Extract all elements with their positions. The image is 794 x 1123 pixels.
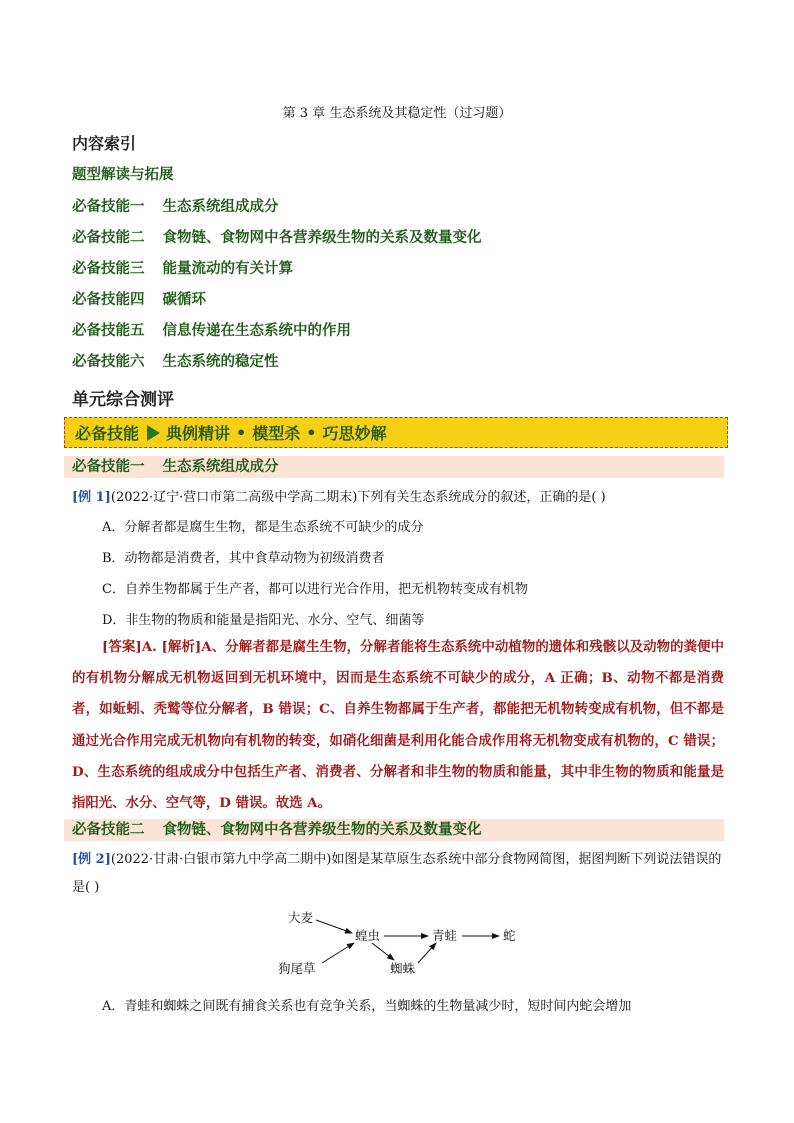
section-label: 必备技能二: [72, 821, 145, 838]
example-1-answer: [答案]A. [解析]A、分解者都是腐生生物，分解者能将生态系统中动植物的遗体和残骸以及动物的粪便中的有机物分解成无机物返回到无机环境中，因而是生态系统不可缺少的成分，A 正确；B、动物不都是消费者，如蚯蚓、秃鹫等位分解者，B 错误；C、自养生物都属于生产者，都能把无机物转变成有机物，但不都是通过光合作用完成无机物向有机物的转变，如硝化细菌是利用化能合成作用将无机物变成有机物的，C 错误；D、生态系统的组成成分中包括生产者、消费者、分解者和非生物的物质和能量，其中非生物的物质和能量是指阳光、水分、空气等，D 错误。故选 A。: [72, 639, 724, 812]
example-question: (2022·甘肃·白银市第九中学高二期中)如图是某草原生态系统中部分食物网简图，据图判断下列说法错误的是( ): [72, 852, 722, 895]
skill-label: 必备技能四: [72, 291, 145, 308]
skill-label: 必备技能六: [72, 353, 145, 370]
skill-title: 信息传递在生态系统中的作用: [162, 322, 351, 339]
skill-label: 必备技能一: [72, 198, 145, 215]
node-barley: 大麦: [288, 910, 314, 925]
banner-item: 模型杀: [252, 424, 301, 443]
arrow-barley-locust: [316, 920, 352, 933]
example-2-stem: [72, 846, 724, 902]
banner-item: 巧思妙解: [322, 424, 387, 443]
skill-label: 必备技能五: [72, 322, 145, 339]
node-spider: 蜘蛛: [390, 961, 416, 976]
index-skill-3[interactable]: [72, 257, 293, 278]
index-skill-4[interactable]: [72, 288, 206, 309]
skill-title: 生态系统的稳定性: [162, 353, 279, 370]
example-1-stem: [72, 486, 606, 505]
example-2-option-a[interactable]: A．青蛙和蜘蛛之间既有捕食关系也有竞争关系，当蜘蛛的生物量减少时，短时间内蛇会增加: [102, 999, 632, 1014]
skill-label: 必备技能三: [72, 260, 145, 277]
banner-item: 典例精讲: [166, 424, 231, 443]
node-foxtail: 狗尾草: [278, 961, 316, 976]
play-arrow-icon: [147, 425, 160, 441]
bullet-dot: •: [236, 423, 247, 442]
section-title: 生态系统组成成分: [162, 458, 279, 475]
example-question: (2022·辽宁·营口市第二高级中学高二期末)下列有关生态系统成分的叙述，正确的是( ): [110, 490, 606, 505]
food-web-diagram: [270, 905, 530, 980]
arrow-foxtail-locust: [322, 943, 354, 963]
section-label: 必备技能一: [72, 458, 145, 475]
section-heading-1: [64, 456, 724, 478]
example-tag: [例 1]: [72, 490, 111, 505]
bullet-dot: •: [306, 423, 317, 442]
index-skill-5[interactable]: [72, 319, 351, 340]
index-subheading: 题型解读与拓展: [72, 166, 174, 183]
skill-label: 必备技能二: [72, 229, 145, 246]
arrow-spider-frog: [418, 943, 436, 963]
option-a[interactable]: A．分解者都是腐生生物，都是生态系统不可缺少的成分: [102, 520, 424, 535]
index-skill-2[interactable]: [72, 226, 482, 247]
skill-title: 能量流动的有关计算: [162, 260, 293, 277]
node-frog: 青蛙: [432, 928, 458, 943]
option-c[interactable]: C．自养生物都属于生产者，都可以进行光合作用，把无机物转变成有机物: [102, 582, 528, 597]
banner-label: 必备技能: [75, 424, 140, 443]
unit-test-heading: 单元综合测评: [72, 390, 174, 410]
index-heading: 内容索引: [72, 134, 137, 153]
option-b[interactable]: B．动物都是消费者，其中食草动物为初级消费者: [102, 551, 385, 566]
section-heading-2: [64, 819, 724, 841]
option-d[interactable]: D．非生物的物质和能量是指阳光、水分、空气、细菌等: [102, 613, 425, 628]
node-locust: 蝗虫: [355, 928, 381, 943]
skill-title: 碳循环: [162, 291, 206, 308]
example-tag: [例 2]: [72, 852, 111, 867]
index-skill-1[interactable]: [72, 195, 279, 216]
skills-banner: [64, 417, 728, 448]
skill-title: 食物链、食物网中各营养级生物的关系及数量变化: [162, 229, 482, 246]
node-snake: 蛇: [503, 928, 516, 943]
arrow-locust-spider: [372, 943, 394, 960]
index-skill-6[interactable]: [72, 350, 279, 371]
skill-title: 生态系统组成成分: [162, 198, 279, 215]
section-title: 食物链、食物网中各营养级生物的关系及数量变化: [162, 821, 482, 838]
document-title: 第 3 章 生态系统及其稳定性（过习题）: [282, 106, 512, 121]
